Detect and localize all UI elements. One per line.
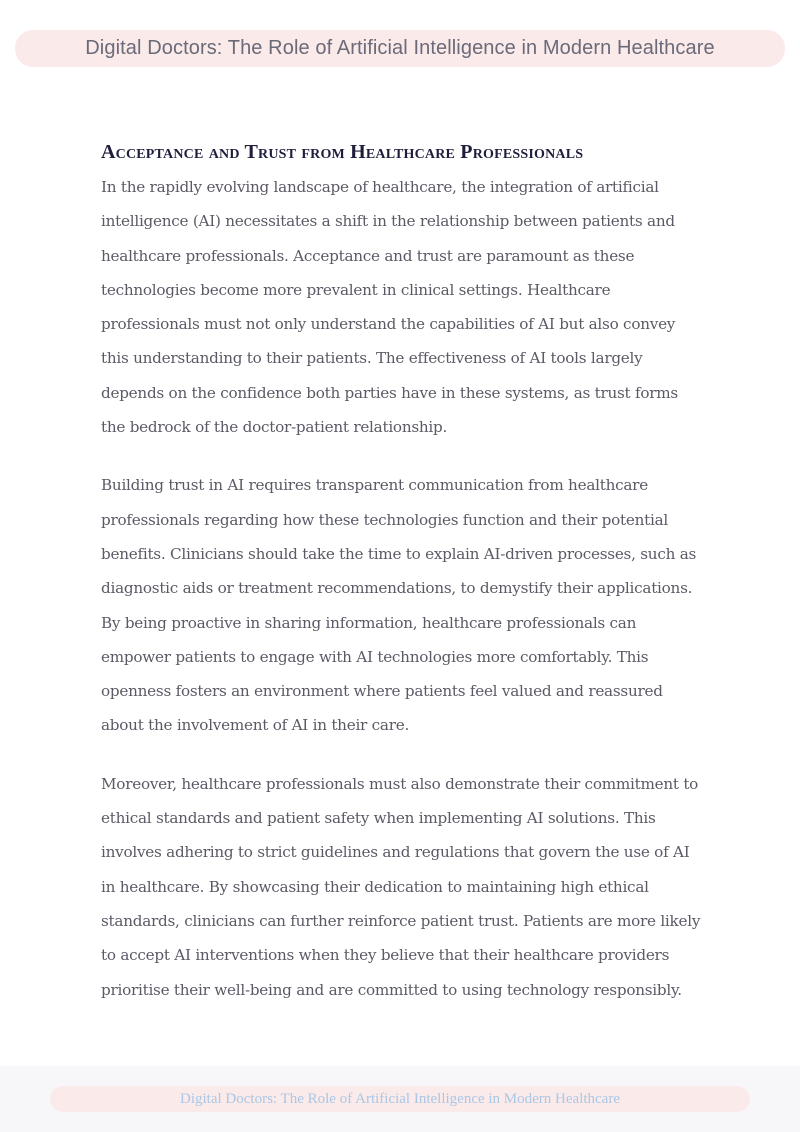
document-content bbox=[101, 138, 701, 1031]
footer-title: Digital Doctors: The Role of Artificial Intelligence in Modern Healthcare bbox=[180, 1090, 620, 1107]
paragraph-1: In the rapidly evolving landscape of healthcare, the integration of artificial intelligence (AI) necessitates a shift in the relationship between patients and healthcare professionals. Acceptance and trust are paramount as these technologies become more prevalent in clinical settings. Healthcare professionals must not only understand the capabilities of AI but also convey this understanding to their patients. The effectiveness of AI tools largely depends on the confidence both parties have in these systems, as trust forms the bedrock of the doctor-patient relationship. bbox=[101, 178, 678, 437]
footer bbox=[0, 1066, 800, 1132]
paragraph-3: Moreover, healthcare professionals must also demonstrate their commitment to ethical standards and patient safety when implementing AI solutions. This involves adhering to strict guidelines and regulations that govern the use of AI in healthcare. By showcasing their dedication to maintaining high ethical standards, clinicians can further reinforce patient trust. Patients are more likely to accept AI interventions when they believe that their healthcare providers prioritise their well-being and are committed to using technology responsibly. bbox=[101, 774, 701, 999]
footer-banner bbox=[50, 1086, 750, 1112]
header-banner bbox=[15, 30, 785, 67]
section-title: Acceptance and Trust from Healthcare Professionals bbox=[101, 141, 584, 163]
header-title: Digital Doctors: The Role of Artificial Intelligence in Modern Healthcare bbox=[85, 37, 715, 59]
paragraph-2: Building trust in AI requires transparent communication from healthcare professionals regarding how these technologies function and their potential benefits. Clinicians should take the time to explain AI-driven processes, such as diagnostic aids or treatment recommendations, to demystify their applications. By being proactive in sharing information, healthcare professionals can empower patients to engage with AI technologies more comfortably. This openness fosters an environment where patients feel valued and reassured about the involvement of AI in their care. bbox=[101, 476, 697, 735]
